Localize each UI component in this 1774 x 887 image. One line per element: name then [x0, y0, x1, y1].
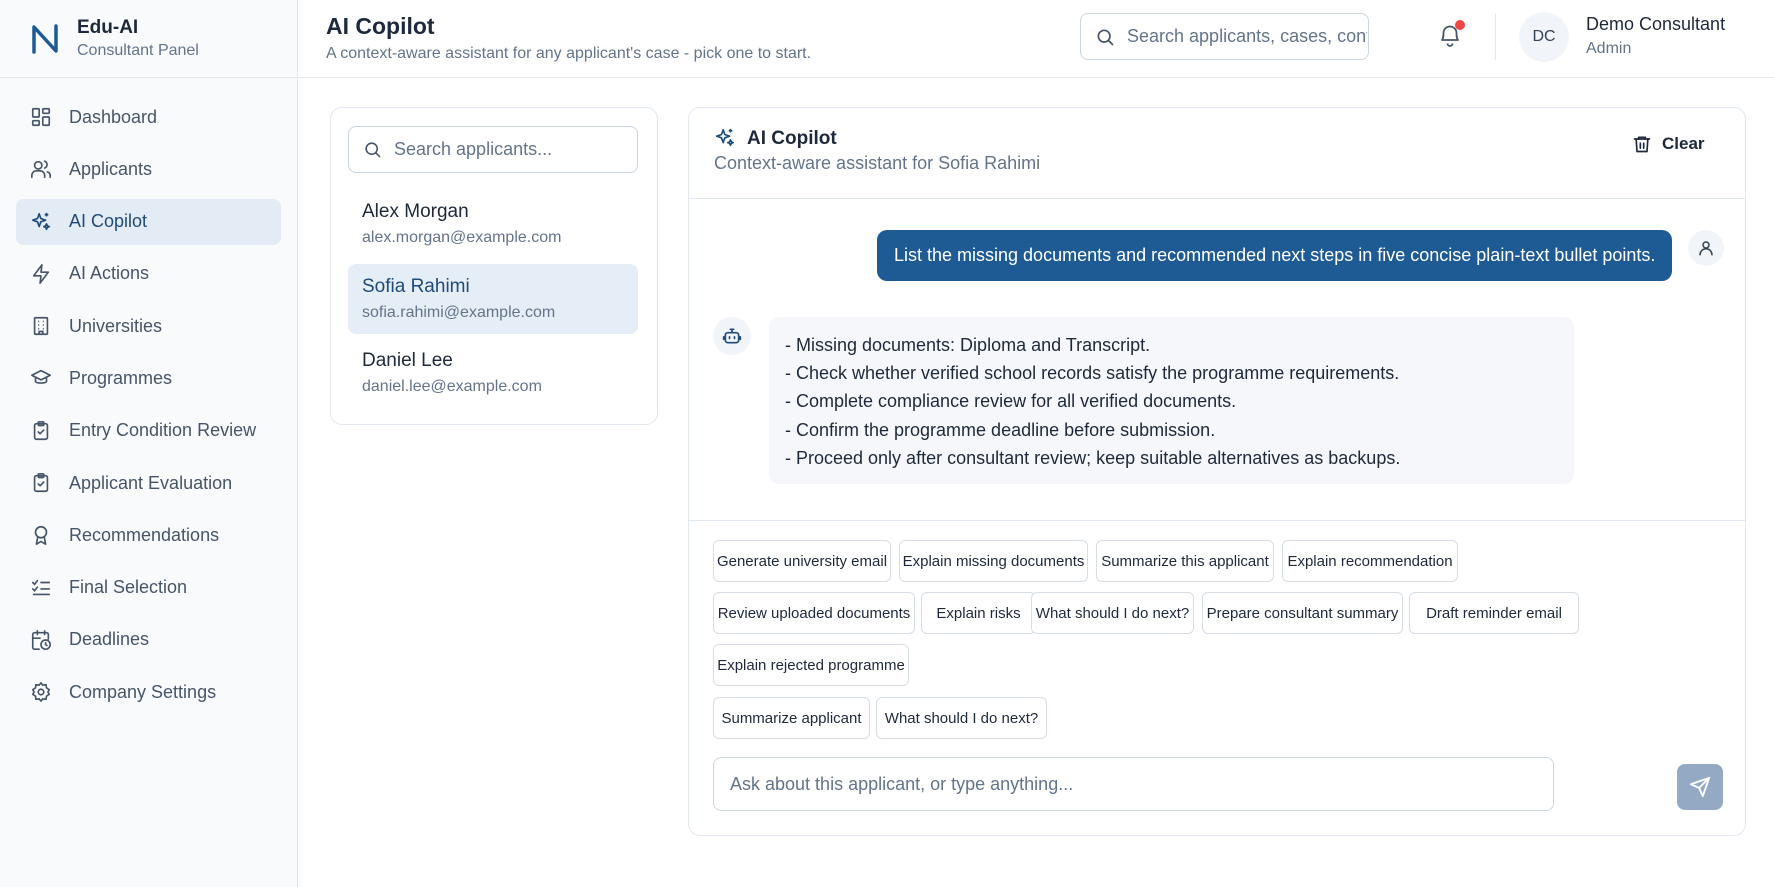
copilot-header — [689, 108, 1745, 199]
sparkles-icon — [714, 127, 736, 149]
sidebar-item-entry-condition-review[interactable] — [16, 408, 281, 454]
applicant-search[interactable] — [348, 126, 638, 173]
assistant-message-line: - Check whether verified school records satisfy the programme requirements. — [785, 363, 1400, 384]
user-role: Admin — [1586, 40, 1632, 57]
sparkles-icon — [30, 211, 52, 233]
send-icon — [1689, 776, 1711, 798]
page-subtitle: A context-aware assistant for any applicant's case - pick one to start. — [326, 45, 812, 62]
sidebar-item-dashboard[interactable] — [16, 94, 281, 140]
trash-icon — [1632, 134, 1652, 154]
sidebar-item-label: Dashboard — [69, 106, 158, 127]
sidebar-item-ai-actions[interactable] — [16, 251, 281, 297]
clipboard-check-icon — [30, 420, 52, 442]
list-item[interactable] — [348, 264, 638, 334]
list-item[interactable] — [348, 338, 638, 408]
applicant-name: Alex Morgan — [362, 201, 469, 222]
calendar-clock-icon — [30, 629, 52, 651]
assistant-message-line: - Missing documents: Diploma and Transcript. — [785, 335, 1151, 355]
grid-icon — [30, 106, 52, 128]
brand — [0, 0, 297, 78]
suggestion-chip[interactable]: Review uploaded documents — [713, 592, 915, 634]
sidebar-item-label: Company Settings — [69, 681, 217, 702]
chat-input[interactable] — [713, 757, 1554, 811]
sidebar-item-company-settings[interactable] — [16, 669, 281, 715]
divider — [689, 520, 1745, 521]
notification-dot — [1455, 20, 1465, 30]
brand-title: Edu-AI — [77, 16, 139, 38]
suggestion-chip[interactable]: What should I do next? — [1031, 592, 1194, 634]
sidebar-item-label: Universities — [69, 315, 163, 336]
sidebar-item-label: Applicant Evaluation — [69, 472, 233, 493]
global-search[interactable] — [1080, 13, 1369, 60]
clear-label: Clear — [1662, 134, 1705, 153]
suggestion-chip[interactable]: Summarize applicant — [713, 697, 870, 739]
logo-icon — [28, 22, 62, 56]
clipboard-check-icon — [30, 472, 52, 494]
applicant-list — [348, 189, 638, 413]
suggestion-chip[interactable]: Draft reminder email — [1409, 592, 1579, 634]
sidebar-item-ai-copilot[interactable] — [16, 199, 281, 245]
sidebar-item-universities[interactable] — [16, 303, 281, 349]
bot-icon — [722, 326, 742, 346]
applicant-search-input[interactable] — [394, 139, 634, 160]
sidebar-nav — [0, 78, 297, 715]
suggestion-chip[interactable]: Explain recommendation — [1282, 540, 1458, 582]
search-icon — [1095, 27, 1115, 47]
applicant-email: daniel.lee@example.com — [362, 378, 542, 395]
sidebar-item-label: Deadlines — [69, 629, 150, 650]
gear-icon — [30, 681, 52, 703]
send-button[interactable] — [1677, 764, 1723, 810]
suggestion-chip[interactable]: Summarize this applicant — [1096, 540, 1274, 582]
sidebar-item-deadlines[interactable] — [16, 617, 281, 663]
assistant-message — [769, 317, 1574, 484]
copilot-panel — [688, 107, 1746, 836]
applicant-email: alex.morgan@example.com — [362, 229, 562, 246]
clear-button[interactable] — [1632, 128, 1705, 160]
applicants-panel — [330, 107, 658, 425]
sidebar-item-label: Recommendations — [69, 524, 220, 545]
zap-icon — [30, 263, 52, 285]
sidebar-item-applicants[interactable] — [16, 146, 281, 192]
suggestion-chip[interactable]: Generate university email — [713, 540, 891, 582]
user-avatar — [1688, 230, 1724, 266]
copilot-title: AI Copilot — [747, 128, 837, 149]
user-name: Demo Consultant — [1586, 14, 1726, 34]
suggestion-chip[interactable]: What should I do next? — [876, 697, 1047, 739]
assistant-message-line: - Proceed only after consultant review; keep suitable alternatives as backups. — [785, 447, 1401, 468]
applicant-name: Daniel Lee — [362, 350, 453, 371]
graduation-cap-icon — [30, 367, 52, 389]
suggestion-chip[interactable]: Explain risks — [921, 592, 1036, 634]
assistant-message-line: - Complete compliance review for all verified documents. — [785, 391, 1237, 412]
suggestion-chip[interactable]: Prepare consultant summary — [1202, 592, 1403, 634]
bot-avatar — [713, 317, 751, 355]
award-icon — [30, 524, 52, 546]
suggestion-chip[interactable]: Explain rejected programme — [713, 644, 909, 686]
sidebar-item-label: Applicants — [69, 158, 153, 179]
top-header — [298, 0, 1774, 78]
sidebar-item-label: Programmes — [69, 367, 173, 388]
sidebar-item-label: Final Selection — [69, 577, 188, 598]
sidebar-item-applicant-evaluation[interactable] — [16, 460, 281, 506]
suggestion-chip[interactable]: Explain missing documents — [899, 540, 1088, 582]
sidebar-item-final-selection[interactable] — [16, 565, 281, 611]
copilot-subtitle: Context-aware assistant for Sofia Rahimi — [714, 153, 1041, 173]
applicant-name: Sofia Rahimi — [362, 275, 470, 297]
search-icon — [363, 140, 382, 159]
page-title: AI Copilot — [326, 13, 435, 39]
sidebar-item-label: Entry Condition Review — [69, 420, 257, 441]
sidebar-item-label: AI Copilot — [69, 211, 148, 232]
applicant-email: sofia.rahimi@example.com — [362, 303, 556, 321]
avatar[interactable]: DC — [1519, 12, 1569, 62]
global-search-input[interactable] — [1127, 26, 1367, 47]
user-icon — [1697, 239, 1715, 257]
list-item[interactable] — [348, 189, 638, 259]
sidebar-item-programmes[interactable] — [16, 355, 281, 401]
sidebar — [0, 0, 298, 887]
brand-subtitle: Consultant Panel — [77, 41, 199, 59]
sidebar-item-recommendations[interactable] — [16, 512, 281, 558]
header-divider — [1495, 14, 1496, 60]
sidebar-item-label: AI Actions — [69, 263, 150, 284]
users-icon — [30, 158, 52, 180]
user-message: List the missing documents and recommended next steps in five concise plain-text bullet points. — [877, 230, 1672, 281]
list-checks-icon — [30, 577, 52, 599]
assistant-message-line: - Confirm the programme deadline before submission. — [785, 419, 1216, 440]
building-icon — [30, 315, 52, 337]
